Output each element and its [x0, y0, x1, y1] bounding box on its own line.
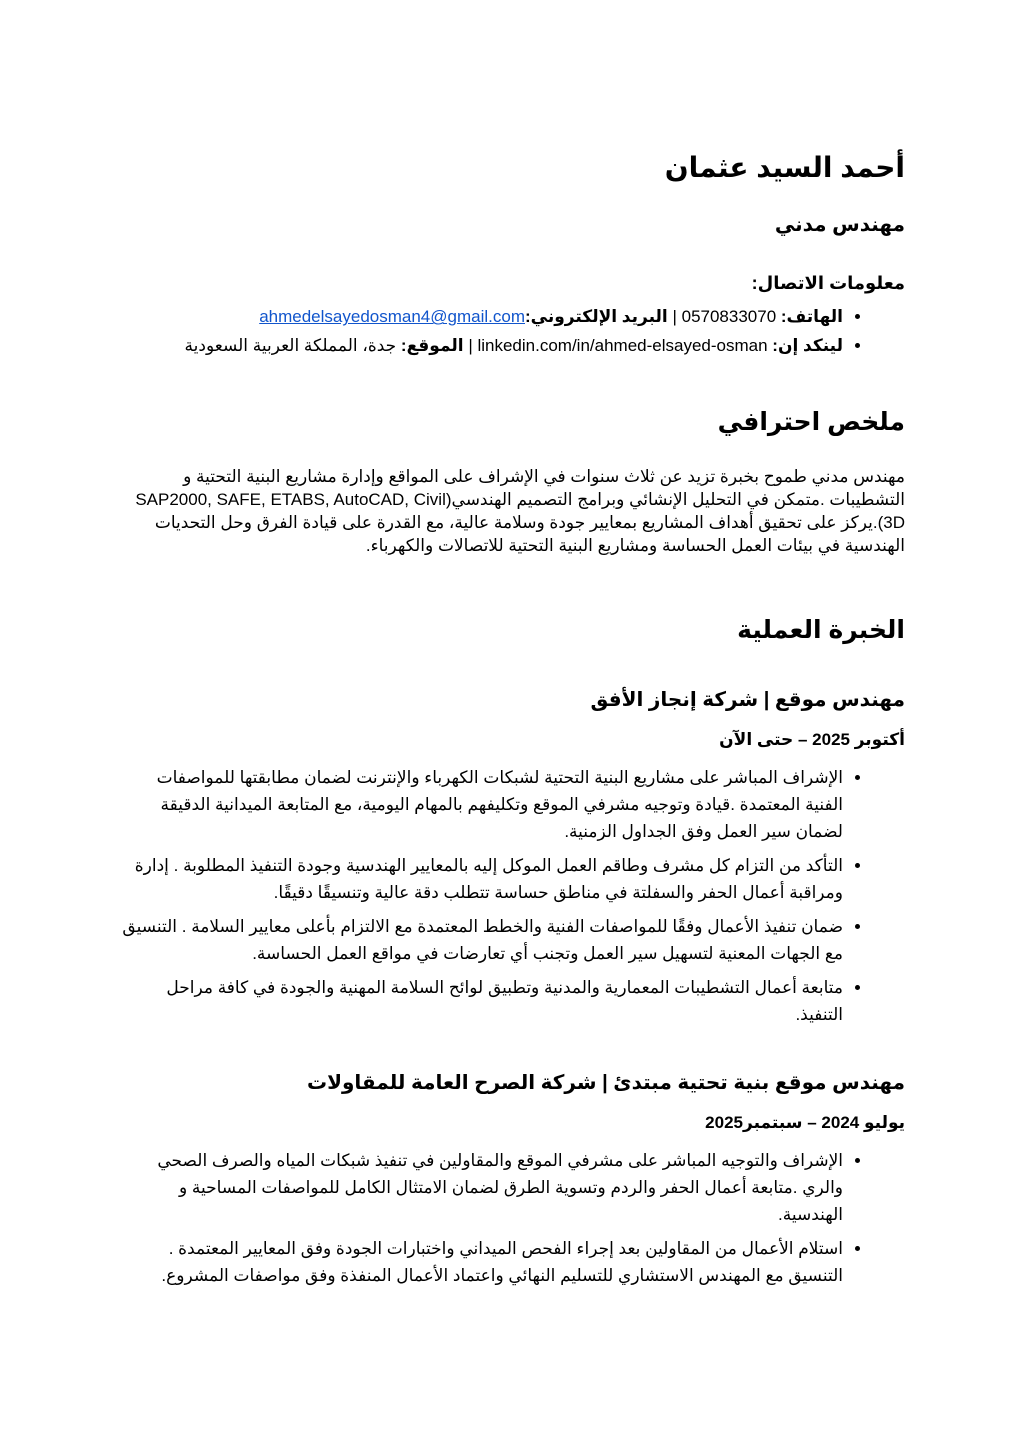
job-title: مهندس موقع | شركة إنجاز الأفق: [590, 689, 905, 712]
job-bullet-list: [119, 1147, 905, 1289]
job-title: مهندس موقع بنية تحتية مبتدئ | شركة الصرح العامة للمقاولات: [306, 1072, 905, 1095]
job-bullet: • الإشراف المباشر على مشاريع البنية التحتية لشبكات الكهرباء والإنترنت لضمان مطابقتها للمواصفات الفنية المعتمدة .قيادة وتوجيه مشرفي الموقع وتكليفهم بالمهام اليومية، مع المتابعة الميدانية الدقيقة لضمان سير العمل وفق الجداول الزمنية.: [119, 764, 843, 845]
separator: |: [468, 336, 473, 356]
linkedin-value: linkedin.com/in/ahmed-elsayed-osman: [477, 336, 768, 356]
candidate-title: مهندس مدني: [774, 214, 905, 237]
email-label: البريد الإلكتروني:: [524, 307, 668, 327]
job-entry: [119, 687, 905, 1028]
job-bullet: • ضمان تنفيذ الأعمال وفقًا للمواصفات الفنية والخطط المعتمدة مع الالتزام بأعلى معايير السلامة . التنسيق مع الجهات المعنية لتسهيل سير العمل وتجنب أي تعارضات في مواقع العمل الحساسة.: [119, 913, 843, 967]
phone-value: 0570833070: [681, 307, 777, 327]
job-entry: [119, 1070, 905, 1289]
contact-list: [119, 304, 905, 359]
summary-section-heading: ملخص احترافي: [717, 408, 905, 437]
linkedin-label: لينكد إن:: [772, 336, 843, 356]
summary-text: مهندس مدني طموح بخبرة تزيد عن ثلاث سنوات في الإشراف على المواقع وإدارة مشاريع البنية التحتية و التشطيبات .متمكن في التحليل الإنشائي وبرامج التصميم الهندسي(SAP2000, SAFE, ETABS, AutoCAD, Civil 3D).يركز على تحقيق أهداف المشاريع بمعايير جودة وسلامة عالية، مع القدرة على قيادة الفرق وحل التحديات الهندسية في بيئات العمل الحساسة ومشاريع البنية التحتية للاتصالات والكهرباء.: [135, 467, 905, 556]
candidate-name: أحمد السيد عثمان: [664, 152, 905, 183]
separator: |: [672, 307, 677, 327]
job-dates: يوليو 2024 – سبتمبر2025: [705, 1113, 905, 1133]
experience-section-heading: الخبرة العملية: [737, 616, 905, 645]
job-dates: أكتوبر 2025 – حتى الآن: [719, 730, 905, 750]
location-value: جدة، المملكة العربية السعودية: [184, 336, 397, 356]
job-bullet: • استلام الأعمال من المقاولين بعد إجراء الفحص الميداني واختبارات الجودة وفق المعايير المعتمدة . التنسيق مع المهندس الاستشاري للتسليم النهائي واعتماد الأعمال المنفذة وفق مواصفات المشروع.: [119, 1235, 843, 1289]
job-bullet-list: [119, 764, 905, 1028]
job-bullet: • التأكد من التزام كل مشرف وطاقم العمل الموكل إليه بالمعايير الهندسية وجودة التنفيذ المطلوبة . إدارة ومراقبة أعمال الحفر والسفلتة في مناطق حساسة تتطلب دقة عالية وتنسيقًا دقيقًا.: [119, 852, 843, 906]
contact-section-heading: معلومات الاتصال:: [751, 273, 905, 294]
contact-item-linkedin-location: [119, 333, 843, 359]
job-bullet: • الإشراف والتوجيه المباشر على مشرفي الموقع والمقاولين في تنفيذ شبكات المياه والصرف الصحي والري .متابعة أعمال الحفر والردم وتسوية الطرق لضمان الامتثال الكامل للمواصفات المساحية و الهندسية.: [119, 1147, 843, 1228]
contact-item-phone-email: [119, 304, 843, 330]
location-label: الموقع:: [400, 336, 464, 356]
email-link[interactable]: ahmedelsayedosman4@gmail.com: [259, 307, 525, 327]
job-bullet: • متابعة أعمال التشطيبات المعمارية والمدنية وتطبيق لوائح السلامة المهنية والجودة في كافة مراحل التنفيذ.: [119, 974, 843, 1028]
phone-label: الهاتف:: [780, 307, 843, 327]
